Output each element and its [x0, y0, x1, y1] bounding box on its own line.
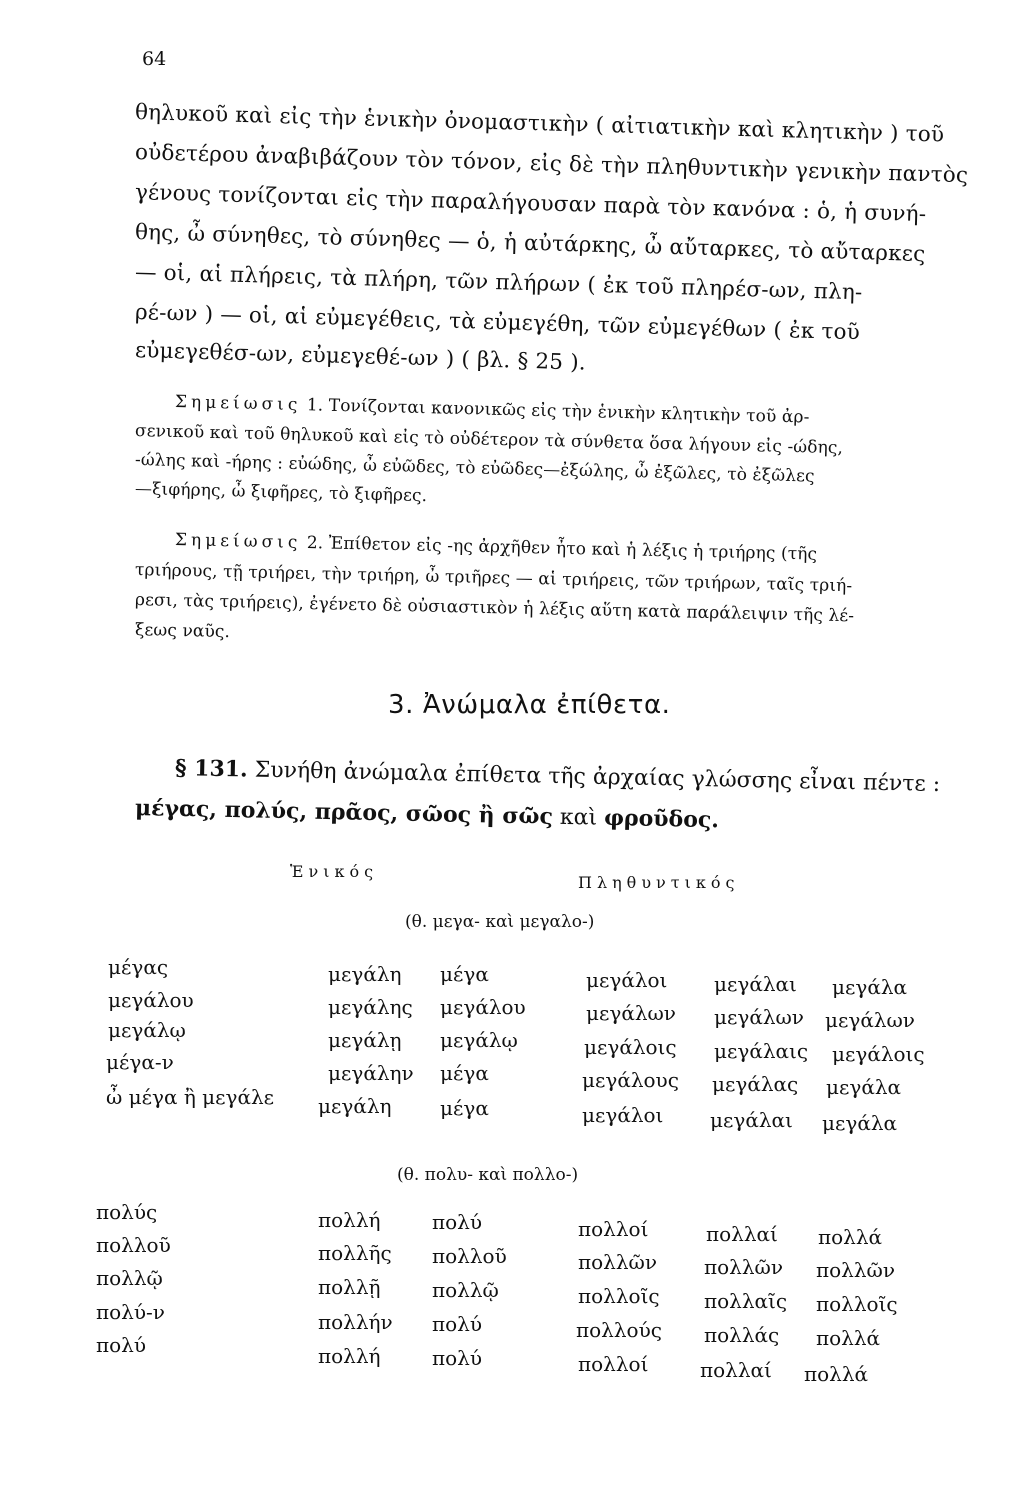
table-cell: πολλοῦ: [432, 1244, 507, 1268]
note-2-first-line: [175, 530, 818, 565]
table-cell: πολλαί: [700, 1358, 772, 1382]
section-text: Συνήθη ἀνώμαλα ἐπίθετα τῆς ἀρχαίας γλώσσης εἶναι πέντε :: [247, 757, 941, 798]
table-cell: πολύς: [96, 1200, 158, 1224]
section-text: καὶ: [552, 804, 605, 831]
table-cell: πολλοί: [578, 1352, 649, 1376]
table-cell: μεγάλῃ: [328, 1028, 402, 1052]
adjective-last: φροῦδος.: [603, 804, 720, 834]
note-1-line: —ξιφήρης, ὦ ξιφῆρες, τὸ ξιφῆρες.: [134, 479, 428, 507]
table-cell: πολύ: [432, 1210, 483, 1234]
table-cell: μεγάλαι: [710, 1108, 793, 1132]
table-cell: πολλαί: [706, 1222, 778, 1246]
table-cell: μεγάλῳ: [440, 1028, 518, 1052]
table-cell: μεγάλαις: [714, 1039, 809, 1063]
table-cell: μεγάλων: [825, 1008, 915, 1032]
table-cell: πολύ: [96, 1333, 147, 1357]
table-cell: μεγάλα: [832, 975, 907, 999]
table-cell: μεγάλῳ: [108, 1018, 186, 1042]
table-cell: μεγάλου: [108, 988, 194, 1012]
note-label: Σημείωσις: [174, 530, 302, 553]
table-cell: μεγάλα: [822, 1111, 897, 1135]
table-cell: πολλοί: [578, 1217, 649, 1241]
note-text: 1. Τονίζονται κανονικῶς εἰς τὴν ἑνικὴν κλητικὴν τοῦ ἀρ-: [306, 395, 810, 428]
table-cell: μεγάλης: [328, 995, 413, 1019]
stem-note-polys: (θ. πολυ- καὶ πολλο-): [397, 1165, 579, 1185]
table-cell: μέγας: [108, 955, 169, 979]
paragraph-line: ρέ-ων ) — οἱ, αἱ εὐμεγέθεις, τὰ εὐμεγέθη, τῶν εὐμεγέθων ( ἐκ τοῦ: [134, 300, 861, 346]
table-cell: μεγάλους: [582, 1068, 679, 1092]
table-cell: πολλά: [816, 1326, 881, 1350]
note-2-line: τριήρους, τῇ τριήρει, τὴν τριήρη, ὦ τριῆρες — αἱ τριήρεις, τῶν τριήρων, ταῖς τριή-: [134, 560, 853, 597]
adjective-list: μέγας, πολύς, πρᾶος, σῶος ἢ σῶς: [134, 795, 554, 830]
table-cell: ὦ μέγα ἢ μεγάλε: [106, 1085, 275, 1109]
table-cell: μεγάλη: [328, 962, 402, 986]
note-1-line: -ώλης καὶ -ήρης : εὐώδης, ὦ εὐῶδες, τὸ εὐῶδες—ἐξώλης, ὦ ἐξῶλες, τὸ ἐξῶλες: [134, 450, 815, 487]
paragraph-line: θης, ὦ σύνηθες, τὸ σύνηθες — ὁ, ἡ αὐτάρκης, ὦ αὔταρκες, τὸ αὔταρκες: [134, 220, 926, 268]
table-cell: μέγα-ν: [106, 1050, 174, 1074]
paragraph-line: θηλυκοῦ καὶ εἰς τὴν ἑνικὴν ὀνομαστικὴν ( αἰτιατικὴν καὶ κλητικὴν ) τοῦ: [134, 100, 945, 148]
table-cell: πολλή: [318, 1208, 381, 1232]
table-cell: πολύ-ν: [96, 1300, 165, 1324]
paragraph-line: — οἱ, αἱ πλήρεις, τὰ πλήρη, τῶν πλήρων ( ἐκ τοῦ πληρέσ-ων, πλη-: [134, 260, 863, 306]
table-cell: πολλήν: [318, 1310, 393, 1334]
table-cell: πολλῆς: [318, 1241, 392, 1265]
table-cell: μεγάλη: [318, 1094, 392, 1118]
paragraph-line: γένους τονίζονται εἰς τὴν παραλήγουσαν παρὰ τὸν κανόνα : ὁ, ἡ συνή-: [134, 180, 927, 228]
table-cell: πολλοῦ: [96, 1233, 171, 1257]
table-cell: μέγα: [440, 962, 489, 986]
table-cell: μεγάλων: [714, 1005, 804, 1029]
table-cell: πολλῇ: [318, 1275, 381, 1299]
table-cell: μεγάλοις: [832, 1042, 925, 1066]
table-cell: πολύ: [432, 1346, 483, 1370]
section-131-line-1: [175, 755, 941, 797]
note-1-first-line: [175, 392, 810, 427]
table-cell: μεγάλοι: [582, 1103, 664, 1127]
table-cell: μέγα: [440, 1096, 489, 1120]
table-cell: μεγάλας: [712, 1072, 799, 1096]
table-cell: πολύ: [432, 1312, 483, 1336]
table-cell: μεγάλοι: [586, 968, 668, 992]
note-text: 2. Ἐπίθετον εἰς -ης ἀρχῆθεν ἦτο καὶ ἡ λέξις ἡ τριήρης (τῆς: [306, 532, 818, 565]
table-cell: πολλῷ: [432, 1278, 499, 1302]
paragraph-line: εὐμεγεθέσ-ων, εὐμεγεθέ-ων ) ( βλ. § 25 ).: [134, 338, 587, 376]
table-cell: πολλή: [318, 1344, 381, 1368]
table-cell: πολλῶν: [816, 1258, 896, 1282]
plural-header: Πληθυντικός: [578, 873, 740, 892]
section-number: § 131.: [174, 755, 249, 783]
table-cell: μεγάλων: [586, 1001, 676, 1025]
table-cell: πολλοῖς: [816, 1292, 898, 1316]
table-cell: πολλά: [804, 1362, 869, 1386]
section-131-line-2: [135, 795, 720, 833]
table-cell: μεγάλαι: [714, 972, 797, 996]
table-cell: πολλῶν: [704, 1255, 784, 1279]
note-label: Σημείωσις: [174, 392, 302, 416]
table-cell: μεγάλοις: [584, 1035, 677, 1059]
table-cell: μέγα: [440, 1061, 489, 1085]
table-cell: πολλάς: [704, 1323, 780, 1347]
note-1-line: σενικοῦ καὶ τοῦ θηλυκοῦ καὶ εἰς τὸ οὐδέτερον τὰ σύνθετα ὅσα λήγουν εἰς -ώδης,: [134, 421, 844, 459]
table-cell: μεγάλα: [826, 1075, 901, 1099]
table-cell: πολλοῖς: [578, 1284, 660, 1308]
note-2-line: ρεσι, τὰς τριήρεις), ἐγένετο δὲ οὐσιαστικὸν ἡ λέξις αὕτη κατὰ παράλειψιν τῆς λέ-: [134, 590, 855, 627]
table-cell: μεγάλην: [328, 1061, 414, 1085]
singular-header: Ἑνικός: [290, 862, 379, 881]
table-cell: πολλά: [818, 1225, 883, 1249]
page-number: 64: [142, 48, 167, 70]
section-heading: 3. Ἀνώμαλα ἐπίθετα.: [388, 690, 671, 720]
table-cell: πολλαῖς: [704, 1289, 788, 1313]
table-cell: μεγάλου: [440, 995, 526, 1019]
table-cell: πολλῶν: [578, 1250, 658, 1274]
table-cell: πολλούς: [576, 1318, 662, 1342]
note-2-line: ξεως ναῦς.: [134, 620, 231, 643]
paragraph-line: οὐδετέρου ἀναβιβάζουν τὸν τόνον, εἰς δὲ τὴν πληθυντικὴν γενικὴν παντὸς: [134, 140, 969, 189]
stem-note-megas: (θ. μεγα- καὶ μεγαλο-): [405, 912, 595, 932]
table-cell: πολλῷ: [96, 1266, 163, 1290]
